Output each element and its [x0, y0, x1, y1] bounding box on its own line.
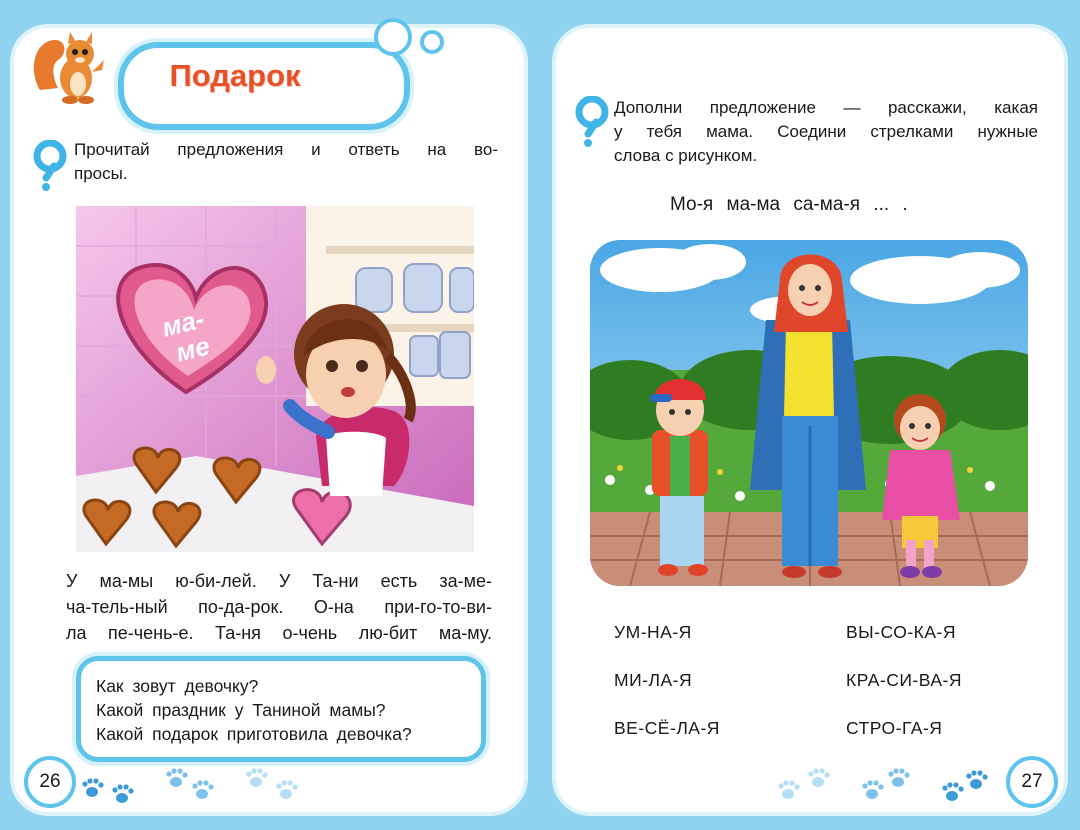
answer-word[interactable]: МИ-ЛА-Я	[614, 670, 693, 690]
instruction-line: слова с рисунком.	[614, 146, 758, 165]
story-line: У ма-мы ю-би-лей. У Та-ни есть за-ме-	[66, 571, 492, 591]
question-icon	[32, 140, 68, 192]
page-title: Подарок	[169, 58, 301, 93]
family-illustration	[590, 240, 1028, 586]
heart-text: ме	[172, 330, 213, 368]
girl-heart-illustration	[76, 206, 474, 552]
paw-print-icon	[776, 768, 1006, 808]
page-number: 27	[1006, 756, 1058, 808]
heart-text: ма-	[158, 303, 208, 343]
question-icon	[574, 96, 610, 148]
instruction-line: у тебя мама. Соедини стрелками нужные	[614, 122, 1038, 141]
squirrel-icon	[28, 30, 108, 104]
instruction-line: просы.	[74, 164, 128, 183]
fill-in-sentence: Мо-я ма-ма са-ма-я ... .	[670, 194, 908, 215]
decor-bubble	[374, 18, 412, 56]
question-line: Какой подарок приготовила девочка?	[96, 724, 412, 744]
answer-word[interactable]: СТРО-ГА-Я	[846, 718, 943, 738]
question-line: Как зовут девочку?	[96, 676, 259, 696]
answer-word[interactable]: ВЕ-СЁ-ЛА-Я	[614, 718, 720, 738]
paw-print-icon	[80, 768, 310, 808]
answer-word[interactable]: КРА-СИ-ВА-Я	[846, 670, 962, 690]
instruction-line: Дополни предложение — расскажи, какая	[614, 98, 1038, 117]
answer-word[interactable]: УМ-НА-Я	[614, 622, 692, 642]
decor-bubble	[420, 30, 444, 54]
instruction-line: Прочитай предложения и ответь на во-	[74, 140, 498, 159]
answer-word[interactable]: ВЫ-СО-КА-Я	[846, 622, 957, 642]
page-number: 26	[24, 756, 76, 808]
story-line: ча-тель-ный по-да-рок. О-на при-го-то-ви-	[66, 597, 492, 617]
question-line: Какой праздник у Таниной мамы?	[96, 700, 386, 720]
story-line: ла пе-чень-е. Та-ня о-чень лю-бит ма-му.	[66, 623, 492, 643]
